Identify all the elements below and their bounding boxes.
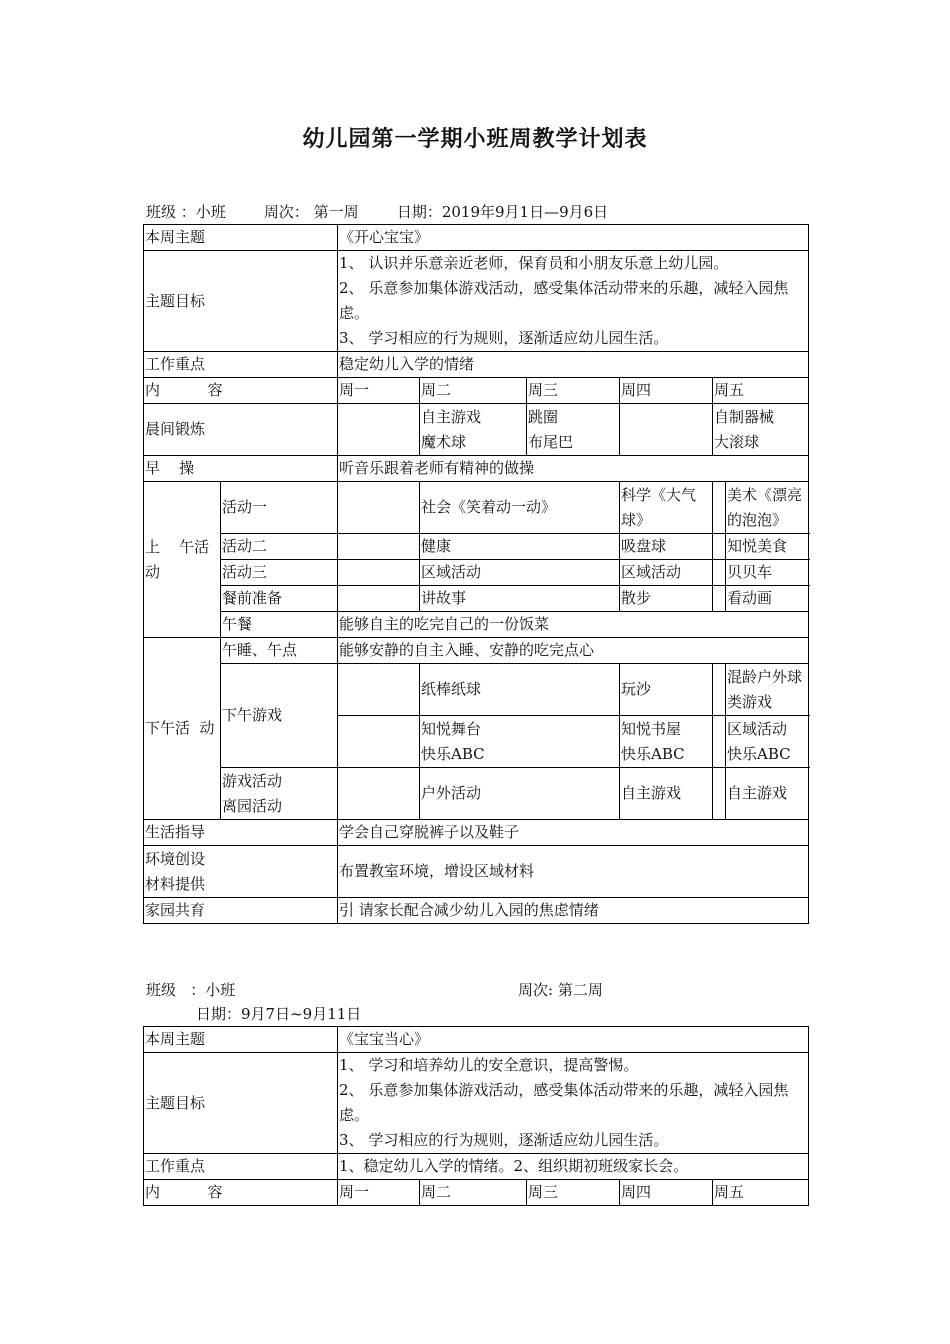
am-row-label: 活动一 [221,482,338,534]
am-row-label: 餐前准备 [221,586,338,612]
day-header: 周二 [420,1180,527,1206]
pm-game-cell: 玩沙 [620,664,713,716]
nap-label: 午睡、午点 [221,638,338,664]
lunch-label: 午餐 [221,612,338,638]
am-cell: 区域活动 [420,560,620,586]
theme-value: 《宝宝当心》 [338,1027,809,1053]
am-cell [713,586,726,612]
week1-header: 班级 ：小班 周次： 第一周 日期：2019年9月1日—9月6日 [146,203,609,221]
theme-value: 《开心宝宝》 [338,225,809,251]
focus-label: 工作重点 [144,1154,338,1180]
day-header: 周三 [527,1180,620,1206]
leave-label: 游戏活动 离园活动 [221,768,338,820]
am-cell: 吸盘球 [620,534,713,560]
day-header: 周四 [620,378,713,404]
content-label: 内 容 [144,1180,338,1206]
am-cell [713,560,726,586]
week2-class: 班级 ：小班 [146,981,236,999]
day-header: 周五 [713,1180,809,1206]
pm-game-cell: 区域活动 快乐ABC [726,716,809,768]
morning-label: 晨间锻炼 [144,404,338,456]
am-cell [713,482,726,534]
leave-cell [338,768,420,820]
goals-cell [338,1053,809,1154]
am-cell: 美术《漂亮的泡泡》 [726,482,809,534]
goal-item: 2、 乐意参加集体游戏活动，感受集体活动带来的乐趣，减轻入园焦虑。 [339,1081,789,1124]
pm-game-cell: 知悦舞台 快乐ABC [420,716,620,768]
am-row-label: 活动二 [221,534,338,560]
exercise-value: 听音乐跟着老师有精神的做操 [338,456,809,482]
focus-value: 稳定幼儿入学的情绪 [338,352,809,378]
life-label: 生活指导 [144,820,338,846]
theme-label: 本周主题 [144,225,338,251]
pm-game-cell [713,716,726,768]
pm-game-label: 下午游戏 [221,664,338,768]
week2-week: 周次: 第二周 [518,981,603,999]
day-header: 周三 [527,378,620,404]
pm-activity-label: 下午活 动 [144,638,221,820]
morning-cell [620,404,713,456]
exercise-label: 早 操 [144,456,338,482]
focus-label: 工作重点 [144,352,338,378]
pm-game-cell [338,716,420,768]
goals-cell [338,251,809,352]
day-header: 周四 [620,1180,713,1206]
env-value: 布置教室环境，增设区域材料 [338,846,809,898]
home-label: 家园共育 [144,898,338,924]
leave-cell: 户外活动 [420,768,620,820]
am-cell: 讲故事 [420,586,620,612]
week2-date: 日期：9月7日~9月11日 [196,1005,362,1023]
theme-label: 本周主题 [144,1027,338,1053]
goal-item: 1、 学习和培养幼儿的安全意识，提高警惕。 [339,1056,639,1074]
am-activity-label: 上 午活动 [144,482,221,638]
am-cell: 贝贝车 [726,560,809,586]
am-cell: 看动画 [726,586,809,612]
am-cell: 知悦美食 [726,534,809,560]
focus-value: 1、稳定幼儿入学的情绪。2、组织期初班级家长会。 [338,1154,809,1180]
goals-label: 主题目标 [144,251,338,352]
lunch-value: 能够自主的吃完自己的一份饭菜 [338,612,809,638]
content-label: 内 容 [144,378,338,404]
am-cell [338,534,420,560]
life-value: 学会自己穿脱裤子以及鞋子 [338,820,809,846]
morning-cell: 自制器械 大滚球 [713,404,809,456]
morning-cell [338,404,420,456]
home-value: 引 请家长配合减少幼儿入园的焦虑情绪 [338,898,809,924]
day-header: 周一 [338,1180,420,1206]
goal-item: 3、 学习相应的行为规则，逐渐适应幼儿园生活。 [339,329,669,347]
page-title: 幼儿园第一学期小班周教学计划表 [302,126,648,152]
am-cell [338,560,420,586]
env-label: 环境创设 材料提供 [144,846,338,898]
goal-item: 3、 学习相应的行为规则，逐渐适应幼儿园生活。 [339,1131,669,1149]
leave-cell: 自主游戏 [726,768,809,820]
goal-item: 1、 认识并乐意亲近老师，保育员和小朋友乐意上幼儿园。 [339,254,729,272]
am-cell [338,586,420,612]
nap-value: 能够安静的自主入睡、安静的吃完点心 [338,638,809,664]
am-cell: 社会《笑着动一动》 [420,482,620,534]
leave-cell [713,768,726,820]
am-cell: 散步 [620,586,713,612]
pm-game-cell: 纸棒纸球 [420,664,620,716]
am-cell: 区域活动 [620,560,713,586]
week2-plan-table [143,1026,809,1206]
goals-label: 主题目标 [144,1053,338,1154]
day-header: 周一 [338,378,420,404]
morning-cell: 跳圈 布尾巴 [527,404,620,456]
week1-plan-table [143,224,809,924]
morning-cell: 自主游戏 魔术球 [420,404,527,456]
pm-game-cell: 混龄户外球类游戏 [726,664,809,716]
pm-game-cell: 知悦书屋 快乐ABC [620,716,713,768]
day-header: 周二 [420,378,527,404]
am-row-label: 活动三 [221,560,338,586]
leave-cell: 自主游戏 [620,768,713,820]
pm-game-cell [713,664,726,716]
day-header: 周五 [713,378,809,404]
am-cell: 健康 [420,534,620,560]
am-cell: 科学《大气球》 [620,482,713,534]
pm-game-cell [338,664,420,716]
am-cell [713,534,726,560]
am-cell [338,482,420,534]
goal-item: 2、 乐意参加集体游戏活动，感受集体活动带来的乐趣，减轻入园焦虑。 [339,279,789,322]
